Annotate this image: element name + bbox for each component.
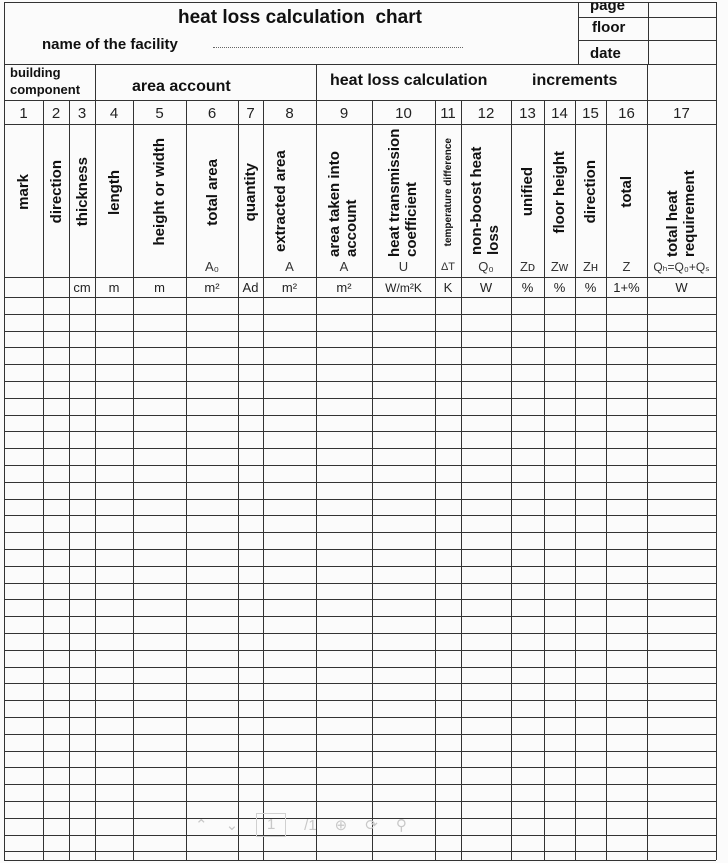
col-label-thickness: thickness — [73, 157, 91, 227]
table-row — [4, 381, 716, 382]
col-symbol-14: Zᴡ — [550, 259, 569, 274]
col-unit-11: K — [443, 280, 453, 295]
col-label-total-heat-requirement: total heat requirement — [663, 170, 698, 257]
table-row — [4, 751, 716, 752]
col-symbol-10: U — [398, 259, 409, 274]
table-row — [4, 331, 716, 332]
page-total: /1 — [304, 816, 317, 834]
column-number-top — [4, 100, 716, 101]
facility-name-field[interactable] — [213, 47, 463, 48]
col-symbol-8: A — [285, 259, 294, 274]
col-label-mark: mark — [15, 174, 32, 210]
table-row — [4, 398, 716, 399]
chevron-up-icon[interactable]: ⌃ — [195, 817, 208, 834]
heat-loss-calculation-label: heat loss calculation — [330, 72, 488, 89]
grid-line — [647, 64, 648, 100]
table-row — [4, 767, 716, 768]
table-row — [4, 650, 716, 651]
grid-line — [4, 2, 578, 3]
col-unit-10: W/m²K — [385, 281, 422, 295]
table-row — [4, 851, 716, 852]
table-row — [4, 448, 716, 449]
zoom-in-icon[interactable]: ⊕ — [334, 817, 348, 834]
col-symbol-15: Zʜ — [582, 259, 599, 274]
date-field[interactable] — [648, 42, 726, 62]
floor-label: floor — [592, 19, 626, 36]
table-row — [4, 347, 716, 348]
table-row — [4, 431, 716, 432]
col-num-12: 12 — [477, 105, 495, 122]
col-label-direction: direction — [47, 160, 65, 224]
table-row — [4, 499, 716, 500]
col-num-10: 10 — [395, 105, 412, 122]
table-row — [4, 734, 716, 735]
table-row — [4, 549, 716, 550]
table-border-bottom — [4, 860, 716, 861]
table-row — [4, 314, 716, 315]
grid-line — [578, 40, 716, 41]
col-unit-8: m² — [281, 280, 298, 295]
col-num-14: 14 — [551, 105, 568, 122]
column-number-bottom — [4, 124, 716, 125]
table-row — [4, 633, 716, 634]
grid-line — [316, 64, 317, 100]
col-label-direction-increment: direction — [582, 160, 599, 224]
col-label-extracted-area: extracted area — [271, 150, 289, 252]
col-unit-13: % — [521, 280, 534, 295]
table-row — [4, 667, 716, 668]
col-symbol-17: Qₕ=Q₀+Qₛ — [653, 260, 710, 274]
col-unit-5: m — [154, 280, 165, 295]
grid-line — [578, 2, 579, 64]
col-num-13: 13 — [519, 105, 536, 122]
date-label: date — [590, 45, 621, 62]
table-row — [4, 465, 716, 466]
col-num-9: 9 — [339, 105, 349, 122]
col-label-temperature-difference: temperature difference — [442, 137, 454, 247]
col-num-2: 2 — [51, 105, 61, 122]
col-num-11: 11 — [440, 105, 456, 122]
page-field[interactable] — [648, 0, 726, 16]
col-num-6: 6 — [207, 105, 217, 122]
table-row — [4, 599, 716, 600]
units-row-top — [4, 277, 716, 278]
table-row — [4, 532, 716, 533]
col-symbol-16: Z — [622, 259, 631, 274]
col-unit-4: m — [108, 280, 120, 295]
col-label-floor-height: floor height — [551, 150, 568, 234]
floor-field[interactable] — [648, 17, 726, 36]
col-num-7: 7 — [246, 105, 255, 122]
col-unit-17: W — [675, 280, 688, 295]
increments-label: increments — [532, 72, 618, 89]
col-label-non-boost-heat-loss: non-boost heat loss — [468, 146, 502, 255]
rotate-icon[interactable]: ⟳ — [365, 817, 378, 834]
facility-label: name of the facility — [42, 36, 178, 53]
col-label-height-or-width: height or width — [151, 138, 168, 246]
col-symbol-13: Zᴅ — [519, 259, 536, 274]
col-unit-12: W — [479, 280, 493, 295]
table-row — [4, 801, 716, 802]
table-row — [4, 683, 716, 684]
col-symbol-11: ΔT — [440, 261, 456, 273]
page-label: page — [590, 0, 626, 14]
col-num-3: 3 — [77, 105, 87, 122]
page-number-input[interactable]: 1 — [256, 813, 286, 837]
table-border-right — [716, 2, 717, 860]
group-header-top — [4, 64, 716, 65]
viewer-toolbar — [195, 810, 465, 840]
table-row — [4, 717, 716, 718]
col-unit-9: m² — [336, 280, 352, 295]
col-symbol-6: A₀ — [204, 259, 220, 274]
table-row — [4, 482, 716, 483]
col-label-length: length — [105, 169, 123, 215]
chevron-down-icon[interactable]: ⌄ — [225, 817, 239, 834]
col-label-area-taken-into-account: area taken into account — [326, 151, 360, 257]
col-label-heat-transmission-coefficient: heat transmission coefficient — [385, 128, 420, 257]
col-unit-3: cm — [73, 280, 91, 295]
table-row — [4, 515, 716, 516]
col-unit-14: % — [553, 280, 566, 295]
col-num-15: 15 — [582, 105, 599, 122]
col-unit-7: Ad — [242, 280, 259, 295]
col-unit-6: m² — [204, 280, 220, 295]
table-row — [4, 784, 716, 785]
col-num-5: 5 — [155, 105, 164, 122]
col-unit-16: 1+% — [613, 280, 640, 295]
units-row-bottom — [4, 297, 716, 298]
col-num-1: 1 — [19, 105, 28, 122]
col-label-total: total — [618, 176, 635, 208]
col-symbol-9: A — [339, 259, 349, 274]
building-component-label: building component — [10, 65, 81, 97]
col-label-quantity: quantity — [242, 162, 259, 222]
page-title: heat loss calculation chart — [178, 7, 422, 28]
table-row — [4, 616, 716, 617]
col-num-17: 17 — [673, 105, 690, 122]
col-label-total-area: total area — [203, 158, 221, 226]
table-row — [4, 583, 716, 584]
col-num-4: 4 — [109, 105, 119, 122]
col-label-unified: unified — [519, 167, 536, 217]
table-row — [4, 700, 716, 701]
col-unit-15: % — [584, 280, 597, 295]
table-row — [4, 364, 716, 365]
col-num-8: 8 — [285, 105, 294, 122]
col-symbol-12: Q₀ — [478, 259, 494, 274]
search-icon[interactable]: ⚲ — [395, 817, 407, 834]
area-account-label: area account — [132, 78, 231, 95]
table-row — [4, 566, 716, 567]
table-row — [4, 415, 716, 416]
col-num-16: 16 — [618, 105, 635, 122]
